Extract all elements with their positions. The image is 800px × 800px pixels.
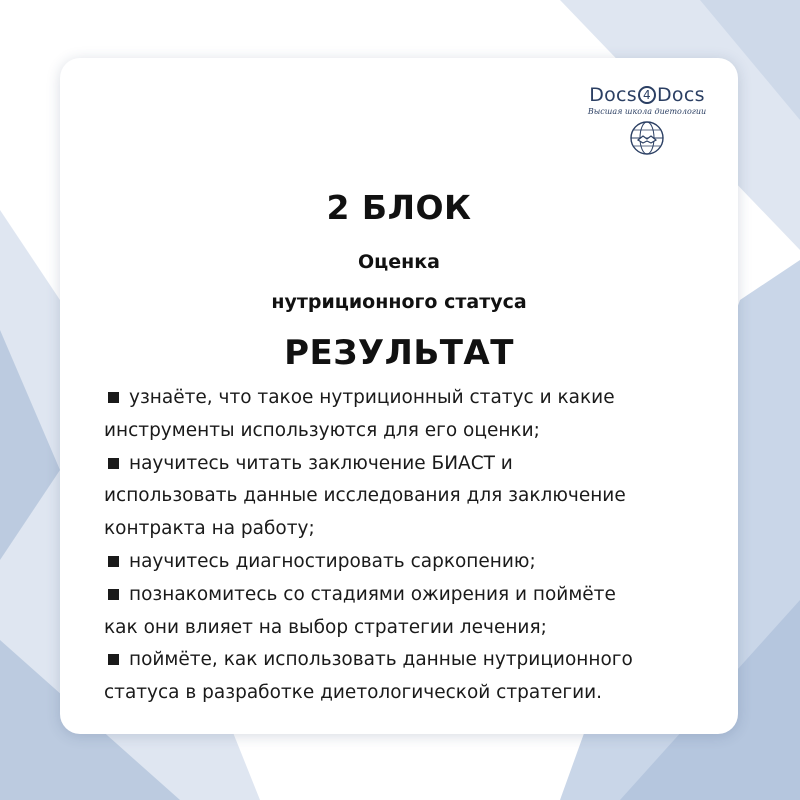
square-bullet-icon bbox=[108, 589, 119, 600]
brand-name-left: Docs bbox=[589, 84, 637, 106]
square-bullet-icon bbox=[108, 654, 119, 665]
square-bullet-icon bbox=[108, 392, 119, 403]
brand-tagline: Высшая школа диетологии bbox=[587, 107, 707, 116]
block-title: 2 БЛОК bbox=[326, 188, 472, 227]
list-item: познакомитесь со стадиями ожирения и поймёте как они влияет на выбор стратегии лечения; bbox=[104, 583, 616, 638]
list-item: поймёте, как использовать данные нутриционного статуса в разработке диетологической стратегии. bbox=[104, 649, 633, 704]
list-item: научитесь диагностировать саркопению; bbox=[104, 546, 724, 579]
square-bullet-icon bbox=[108, 556, 119, 567]
brand-wordmark bbox=[572, 84, 722, 106]
globe-handshake-icon bbox=[629, 120, 665, 156]
outcomes-list bbox=[104, 382, 724, 710]
list-item: научитесь читать заключение БИАСТ и использовать данные исследования для заключение контракта на работу; bbox=[104, 452, 626, 540]
subtitle-line-1: Оценка bbox=[358, 251, 440, 273]
subtitle-line-2: нутриционного статуса bbox=[271, 291, 527, 313]
result-heading: РЕЗУЛЬТАТ bbox=[284, 333, 514, 373]
square-bullet-icon bbox=[108, 458, 119, 469]
brand-circled-digit: 4 bbox=[638, 86, 656, 104]
block-subtitle bbox=[60, 242, 738, 322]
content-card bbox=[60, 58, 738, 734]
list-item: узнаёте, что такое нутриционный статус и какие инструменты используются для его оценки; bbox=[104, 387, 615, 441]
brand-name-right: Docs bbox=[657, 84, 705, 106]
brand-logo bbox=[572, 84, 722, 156]
